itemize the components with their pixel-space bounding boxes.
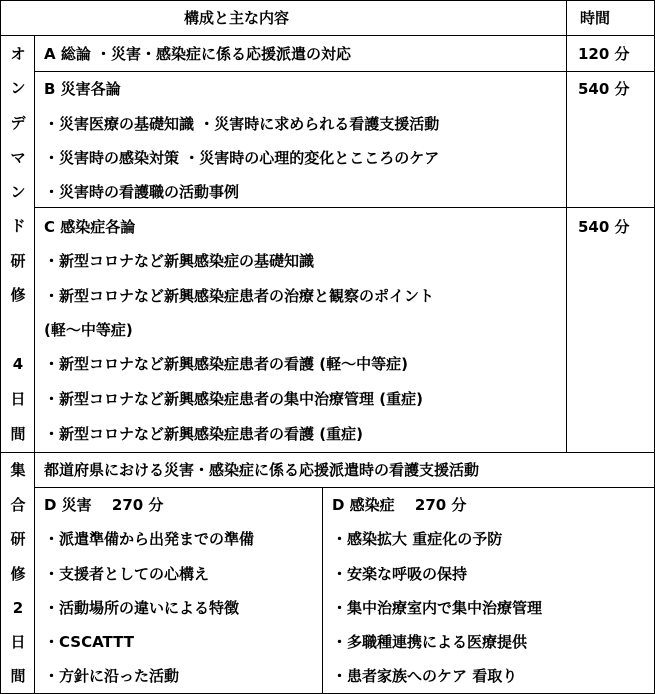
rule bbox=[0, 0, 1, 694]
d-disaster-item: ・CSCATTT bbox=[44, 633, 134, 651]
rule bbox=[34, 71, 655, 72]
vertical-char: デ bbox=[10, 114, 26, 132]
d-disaster-item: ・活動場所の違いによる特徴 bbox=[44, 599, 240, 617]
d-infection-item: ・集中治療室内で集中治療管理 bbox=[332, 599, 543, 617]
vertical-char: 研 bbox=[10, 530, 26, 548]
section-b-item: ・災害時の看護職の活動事例 bbox=[44, 183, 240, 201]
section-c-title: C 感染症各論 bbox=[44, 218, 136, 236]
section-c-item: (軽～中等症) bbox=[44, 321, 133, 339]
d-infection-item: ・安楽な呼吸の保持 bbox=[332, 565, 468, 583]
header-content-label: 構成と主な内容 bbox=[184, 9, 290, 27]
vertical-char: 修 bbox=[10, 286, 26, 304]
vertical-char: 2 bbox=[12, 599, 24, 617]
vertical-char: ン bbox=[10, 79, 26, 97]
vertical-char: 4 bbox=[12, 355, 24, 373]
d-infection-item: ・患者家族へのケア 看取り bbox=[332, 667, 518, 685]
rule bbox=[34, 487, 655, 488]
section-c-item: ・新型コロナなど新興感染症患者の集中治療管理 (重症) bbox=[44, 390, 423, 408]
vertical-char: マ bbox=[10, 149, 26, 167]
rule bbox=[0, 0, 655, 1]
rule bbox=[0, 35, 655, 36]
section-a-time: 120 分 bbox=[578, 45, 630, 63]
vertical-char: 修 bbox=[10, 565, 26, 583]
section-b-item: ・災害時の感染対策 ・災害時の心理的変化とこころのケア bbox=[44, 149, 440, 167]
vertical-char: ン bbox=[10, 183, 26, 201]
d-disaster-item: ・派遣準備から出発までの準備 bbox=[44, 530, 255, 548]
section-b-time: 540 分 bbox=[578, 80, 630, 98]
vertical-char: 間 bbox=[10, 667, 26, 685]
rule bbox=[34, 207, 655, 208]
vertical-char: 日 bbox=[10, 633, 26, 651]
d-disaster-title: D 災害 270 分 bbox=[44, 496, 164, 514]
vertical-char: オ bbox=[10, 45, 26, 63]
vertical-char: 研 bbox=[10, 252, 26, 270]
header-time-label: 時間 bbox=[580, 9, 611, 27]
section-b-title: B 災害各論 bbox=[44, 80, 121, 98]
vertical-char: 合 bbox=[10, 496, 26, 514]
section-c-item: ・新型コロナなど新興感染症の基礎知識 bbox=[44, 252, 315, 270]
section-c-item: ・新型コロナなど新興感染症患者の看護 (重症) bbox=[44, 425, 363, 443]
vertical-char: 日 bbox=[10, 390, 26, 408]
section-a-text: A 総論 ・災害・感染症に係る応援派遣の対応 bbox=[44, 45, 352, 63]
d-infection-title: D 感染症 270 分 bbox=[332, 496, 467, 514]
section-b-item: ・災害医療の基礎知識 ・災害時に求められる看護支援活動 bbox=[44, 115, 440, 133]
d-infection-item: ・感染拡大 重症化の予防 bbox=[332, 530, 503, 548]
section-c-time: 540 分 bbox=[578, 218, 630, 236]
rule bbox=[34, 35, 35, 694]
vertical-char: 間 bbox=[10, 425, 26, 443]
section-c-item: ・新型コロナなど新興感染症患者の看護 (軽～中等症) bbox=[44, 355, 408, 373]
rule bbox=[322, 487, 323, 694]
vertical-char: ド bbox=[10, 217, 26, 235]
d-infection-item: ・多職種連携による医療提供 bbox=[332, 633, 528, 651]
rule bbox=[566, 0, 567, 453]
group-training-title: 都道府県における災害・感染症に係る応援派遣時の看護支援活動 bbox=[44, 461, 480, 479]
section-c-item: ・新型コロナなど新興感染症患者の治療と観察のポイント bbox=[44, 287, 435, 305]
d-disaster-item: ・方針に沿った活動 bbox=[44, 667, 180, 685]
vertical-char: 集 bbox=[10, 461, 26, 479]
rule bbox=[0, 452, 655, 453]
d-disaster-item: ・支援者としての心構え bbox=[44, 565, 210, 583]
